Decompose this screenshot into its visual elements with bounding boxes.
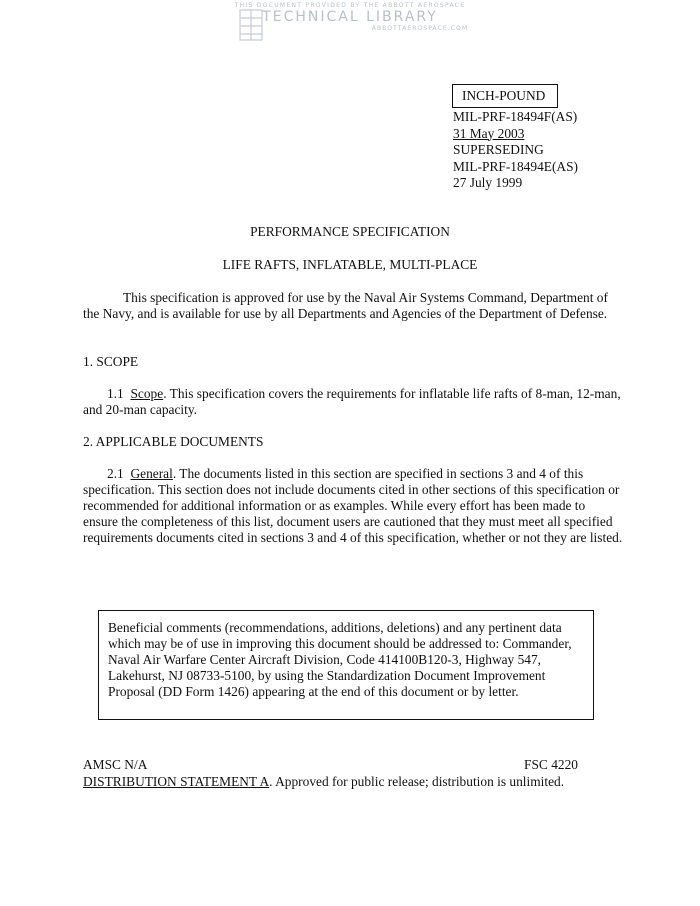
general-term: General <box>130 466 173 481</box>
superseded-date: 27 July 1999 <box>453 175 523 190</box>
document-date: 31 May 2003 <box>453 125 525 141</box>
general-number: 2.1 <box>107 466 124 481</box>
scope-text: . This specification covers the requirements for inflatable life rafts of 8-man, 12-man, and 20-man capacity. <box>83 386 621 417</box>
scope-term: Scope <box>130 386 164 401</box>
footer-codes <box>83 757 578 773</box>
scope-paragraph <box>83 386 623 418</box>
general-text: . The documents listed in this section are specified in sections 3 and 4 of this specification. This section does not include documents cited in other sections of this specification or recommended for additional information or as examples. While every effort has been made to ensure the completeness of this list, document users are cautioned that they must meet all specified requirements documents cited in sections 3 and 4 of this specification, whether or not they are listed. <box>83 466 623 545</box>
spec-subject-title: LIFE RAFTS, INFLATABLE, MULTI-PLACE <box>222 257 478 272</box>
fsc-code: FSC 4220 <box>524 757 578 772</box>
watermark-url: ABBOTTAEROSPACE.COM <box>371 25 469 32</box>
applicable-documents-heading: 2. APPLICABLE DOCUMENTS <box>83 434 264 449</box>
amsc-code: AMSC N/A <box>83 757 148 772</box>
general-paragraph <box>83 466 623 546</box>
distribution-text: . Approved for public release; distribution is unlimited. <box>269 774 565 789</box>
spec-type-title: PERFORMANCE SPECIFICATION <box>250 224 450 239</box>
beneficial-comments-box: Beneficial comments (recommendations, additions, deletions) and any pertinent data which may be of use in improving this document should be addressed to: Commander, Naval Air Warfare Center Aircraft Division, Code 414100B120-3, Highway 547, Lakehurst, NJ 08733-5100, by using the Standardization Document Improvement Proposal (DD Form 1426) appearing at the end of this document or by letter. <box>98 610 594 720</box>
distribution-label: DISTRIBUTION STATEMENT A <box>83 774 270 789</box>
watermark-line1: THIS DOCUMENT PROVIDED BY THE ABBOTT AEROSPACE <box>234 2 466 9</box>
document-id-block <box>453 109 578 192</box>
distribution-statement <box>83 774 623 790</box>
watermark <box>0 2 700 33</box>
approval-paragraph: This specification is approved for use by the Naval Air Systems Command, Department of the Navy, and is available for use by all Departments and Agencies of the Department of Defense. <box>83 290 608 321</box>
scope-number: 1.1 <box>107 386 124 401</box>
document-number: MIL-PRF-18494F(AS) <box>453 109 578 124</box>
superseding-label: SUPERSEDING <box>453 142 544 157</box>
superseded-number: MIL-PRF-18494E(AS) <box>453 158 578 174</box>
watermark-title: TECHNICAL LIBRARY <box>262 9 438 25</box>
inch-pound-box: INCH-POUND <box>452 84 558 108</box>
scope-heading: 1. SCOPE <box>83 354 139 369</box>
